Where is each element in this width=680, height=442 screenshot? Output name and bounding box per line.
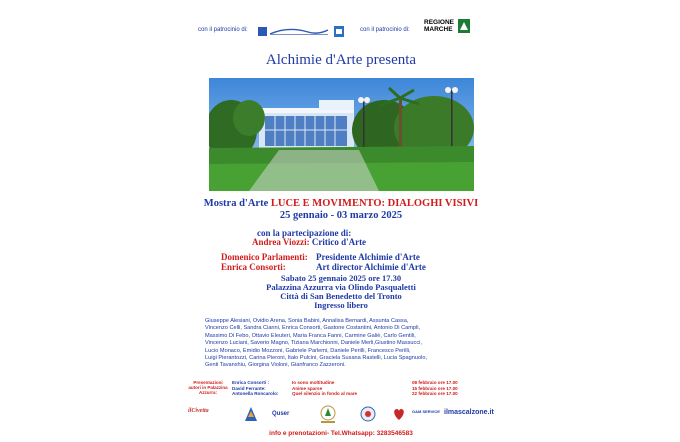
participation-intro: con la partecipazione di: xyxy=(257,228,352,238)
organizer-row xyxy=(221,263,426,273)
participation-line xyxy=(252,237,366,247)
presentation-author: David Ferrante: xyxy=(232,385,266,391)
venue-photo xyxy=(209,78,474,191)
opening-entry: Ingresso libero xyxy=(314,300,368,310)
opening-venue: Palazzina Azzurra via Olindo Pasqualetti xyxy=(266,282,416,292)
opening-date-text: Sabato 25 gennaio 2025 ore 17.30 xyxy=(280,273,402,283)
participant-role: Critico d'Arte xyxy=(311,237,367,247)
opening-info xyxy=(182,274,500,310)
region-marche-logo xyxy=(424,17,470,35)
presentations-table xyxy=(232,380,494,397)
sponsor-mascalzone-logo: ilmascalzone.it xyxy=(444,409,494,416)
presentation-author: Antonella Roncarolo: xyxy=(232,391,279,397)
opening-city: Città di San Benedetto del Tronto xyxy=(280,291,402,301)
patronage-label-left: con il patrocinio di: xyxy=(198,27,248,33)
organizer-role: Art director Alchimie d'Arte xyxy=(316,261,426,272)
organizer-name: Domenico Parlamenti: xyxy=(221,252,308,262)
footer-info: info e prenotazioni- Tel.Whatsapp: 3283546583 xyxy=(269,430,413,437)
artists-line: Giuseppe Alesiani, Ovidio Arena, Sonia Babini, Annalisa Bernardi, Assunta Cassa, xyxy=(205,318,409,324)
exhibition-title: LUCE E MOVIMENTO: DIALOGHI VISIVI xyxy=(270,198,479,209)
organizer-name: Enrica Consorti: xyxy=(221,261,286,272)
municipality-badge xyxy=(334,24,344,35)
presentations-label: Presentazioni autori in Palazzina Azzurra: xyxy=(188,380,228,395)
region-logo-line2: MARCHE xyxy=(424,26,453,33)
patronage-label-right: con il patrocinio di: xyxy=(360,27,410,33)
presentation-date: 08 febbraio ore 17.00 xyxy=(412,380,458,385)
sponsor-circle-logo xyxy=(360,406,376,422)
region-logo-line1: REGIONE xyxy=(424,19,454,26)
presentation-book: Io sono moltitudine xyxy=(292,380,335,385)
municipality-logo xyxy=(258,24,330,35)
artists-line: Massimo Di Febo, Ottavio Eleuteri, Maria Franca Fanni, Carmine Galiè, Carlo Gentili, xyxy=(205,332,416,339)
presentation-book: Quel silenzio in fondo al mare xyxy=(292,391,358,397)
sponsor-wave-logo xyxy=(244,406,258,422)
organizer-role: Presidente Alchimie d'Arte xyxy=(316,252,420,262)
artists-line: Lucio Monaco, Emidio Mozzoni, Gabriele Parlemi, Daniele Perilli, Francesco Perilli, xyxy=(205,347,411,354)
sponsor-civetta-logo: ilCivetta xyxy=(188,408,209,414)
presentation-book: Anime sparse xyxy=(292,385,323,391)
participant-name: Andrea Viozzi: xyxy=(252,237,310,247)
organizers xyxy=(221,253,426,272)
exhibition-dates: 25 gennaio - 03 marzo 2025 xyxy=(279,210,403,221)
exhibition-title-line xyxy=(182,198,500,209)
presentation-date: 22 febbraio ore 17.00 xyxy=(412,391,458,397)
artists-line: Genti Tavanxhiu, Giorgina Violoni, Gianfranco Zazzeroni. xyxy=(205,362,346,369)
presenter-heading: Alchimie d'Arte presenta xyxy=(265,52,417,68)
sponsor-heart-logo xyxy=(392,406,406,422)
sponsor-emblem-logo xyxy=(318,404,338,424)
presentation-date: 15 febbraio ore 17.00 xyxy=(412,385,458,391)
presentation-row xyxy=(232,391,494,397)
artists-list xyxy=(205,318,485,370)
flyer xyxy=(182,0,500,442)
sponsor-gam-logo: GAM SERVICE xyxy=(412,409,440,414)
artists-line: Luigi Pierantozzi, Carina Pieroni, Italo Pulcini, Graciela Susana Rastelli, Lucia Spagnuolo, xyxy=(205,355,428,362)
presentation-author: Enrica Consorti : xyxy=(232,380,270,385)
artists-line: Vincenzo Celli, Sandra Cianni, Enrica Consorti, Gastone Costantini, Antonio Di Campli, xyxy=(205,325,421,332)
artists-line: Vincenzo Luciani, Saverio Magno, Tiziana Marchionni, Daniele Merli,Giustino Massucci, xyxy=(205,340,422,347)
sponsor-logos xyxy=(182,404,500,428)
sponsor-quser-logo: Quser xyxy=(272,411,290,417)
exhibition-prefix: Mostra d'Arte xyxy=(203,198,269,209)
